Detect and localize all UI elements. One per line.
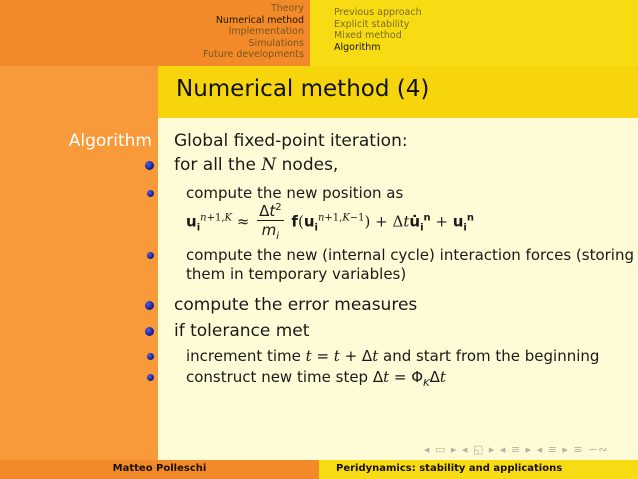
- intro-text: Global fixed-point iteration:: [174, 131, 408, 151]
- subsection-navigation: [334, 7, 422, 53]
- sub-item-increment-time: increment time t = t + Δt and start from the beginning: [186, 347, 600, 365]
- fraction-denominator: $m_i$: [261, 221, 280, 242]
- nav-section-theory[interactable]: Theory: [270, 3, 304, 14]
- footer-talk-title: Peridynamics: stability and applications: [336, 463, 563, 474]
- fraction-numerator: $\Delta t^2$: [259, 202, 282, 220]
- position-update-equation: $u_i^{n+1,K}$ ≈ $\frac{\Delta t^2}{m_i}$ $f(u_i^{n+1,K-1})$ + $\Delta tu̇_i^n + u_i^n$: [186, 202, 474, 242]
- bullet-icon: [147, 374, 154, 381]
- left-sidebar-background: [0, 0, 158, 479]
- sub-item-compute-position: compute the new position as: [186, 184, 404, 202]
- fraction: [257, 202, 284, 242]
- beamer-navigation-symbols[interactable]: ◂ ▭ ▸ ◂ ◱ ▸ ◂ ≡ ▸ ◂ ≡ ▸ ≡ ∽∾: [424, 443, 609, 456]
- nav-sub-explicit-stability[interactable]: Explicit stability: [334, 18, 410, 30]
- list-item-error: compute the error measures: [174, 295, 418, 315]
- sub-item-forces-line1: compute the new (internal cycle) interaction forces (storing: [186, 246, 634, 264]
- sidebar-label: Algorithm: [68, 131, 152, 151]
- section-navigation: [203, 3, 304, 61]
- bullet-icon: [145, 301, 154, 310]
- nav-section-numerical-method[interactable]: Numerical method: [215, 14, 304, 26]
- bullet-icon: [145, 161, 154, 170]
- frame-title: Numerical method (4): [176, 76, 430, 102]
- nav-sub-previous-approach[interactable]: Previous approach: [334, 7, 422, 18]
- sub-item-new-timestep: construct new time step $\Delta t = \Phi_K\Delta t$: [186, 368, 446, 389]
- nav-sub-algorithm[interactable]: Algorithm: [334, 41, 381, 53]
- list-item-tolerance: if tolerance met: [174, 321, 310, 341]
- nav-section-simulations[interactable]: Simulations: [248, 37, 304, 49]
- bullet-icon: [147, 252, 154, 259]
- bullet-icon: [145, 327, 154, 336]
- bullet-icon: [147, 190, 154, 197]
- list-item-nodes: for all the N nodes,: [174, 155, 339, 175]
- sub-item-forces-line2: them in temporary variables): [186, 265, 407, 283]
- footer-author: Matteo Polleschi: [112, 463, 207, 474]
- nav-section-implementation[interactable]: Implementation: [228, 26, 304, 37]
- nav-sub-mixed-method[interactable]: Mixed method: [334, 30, 402, 41]
- nav-section-future-developments[interactable]: Future developments: [203, 49, 304, 60]
- bullet-icon: [147, 353, 154, 360]
